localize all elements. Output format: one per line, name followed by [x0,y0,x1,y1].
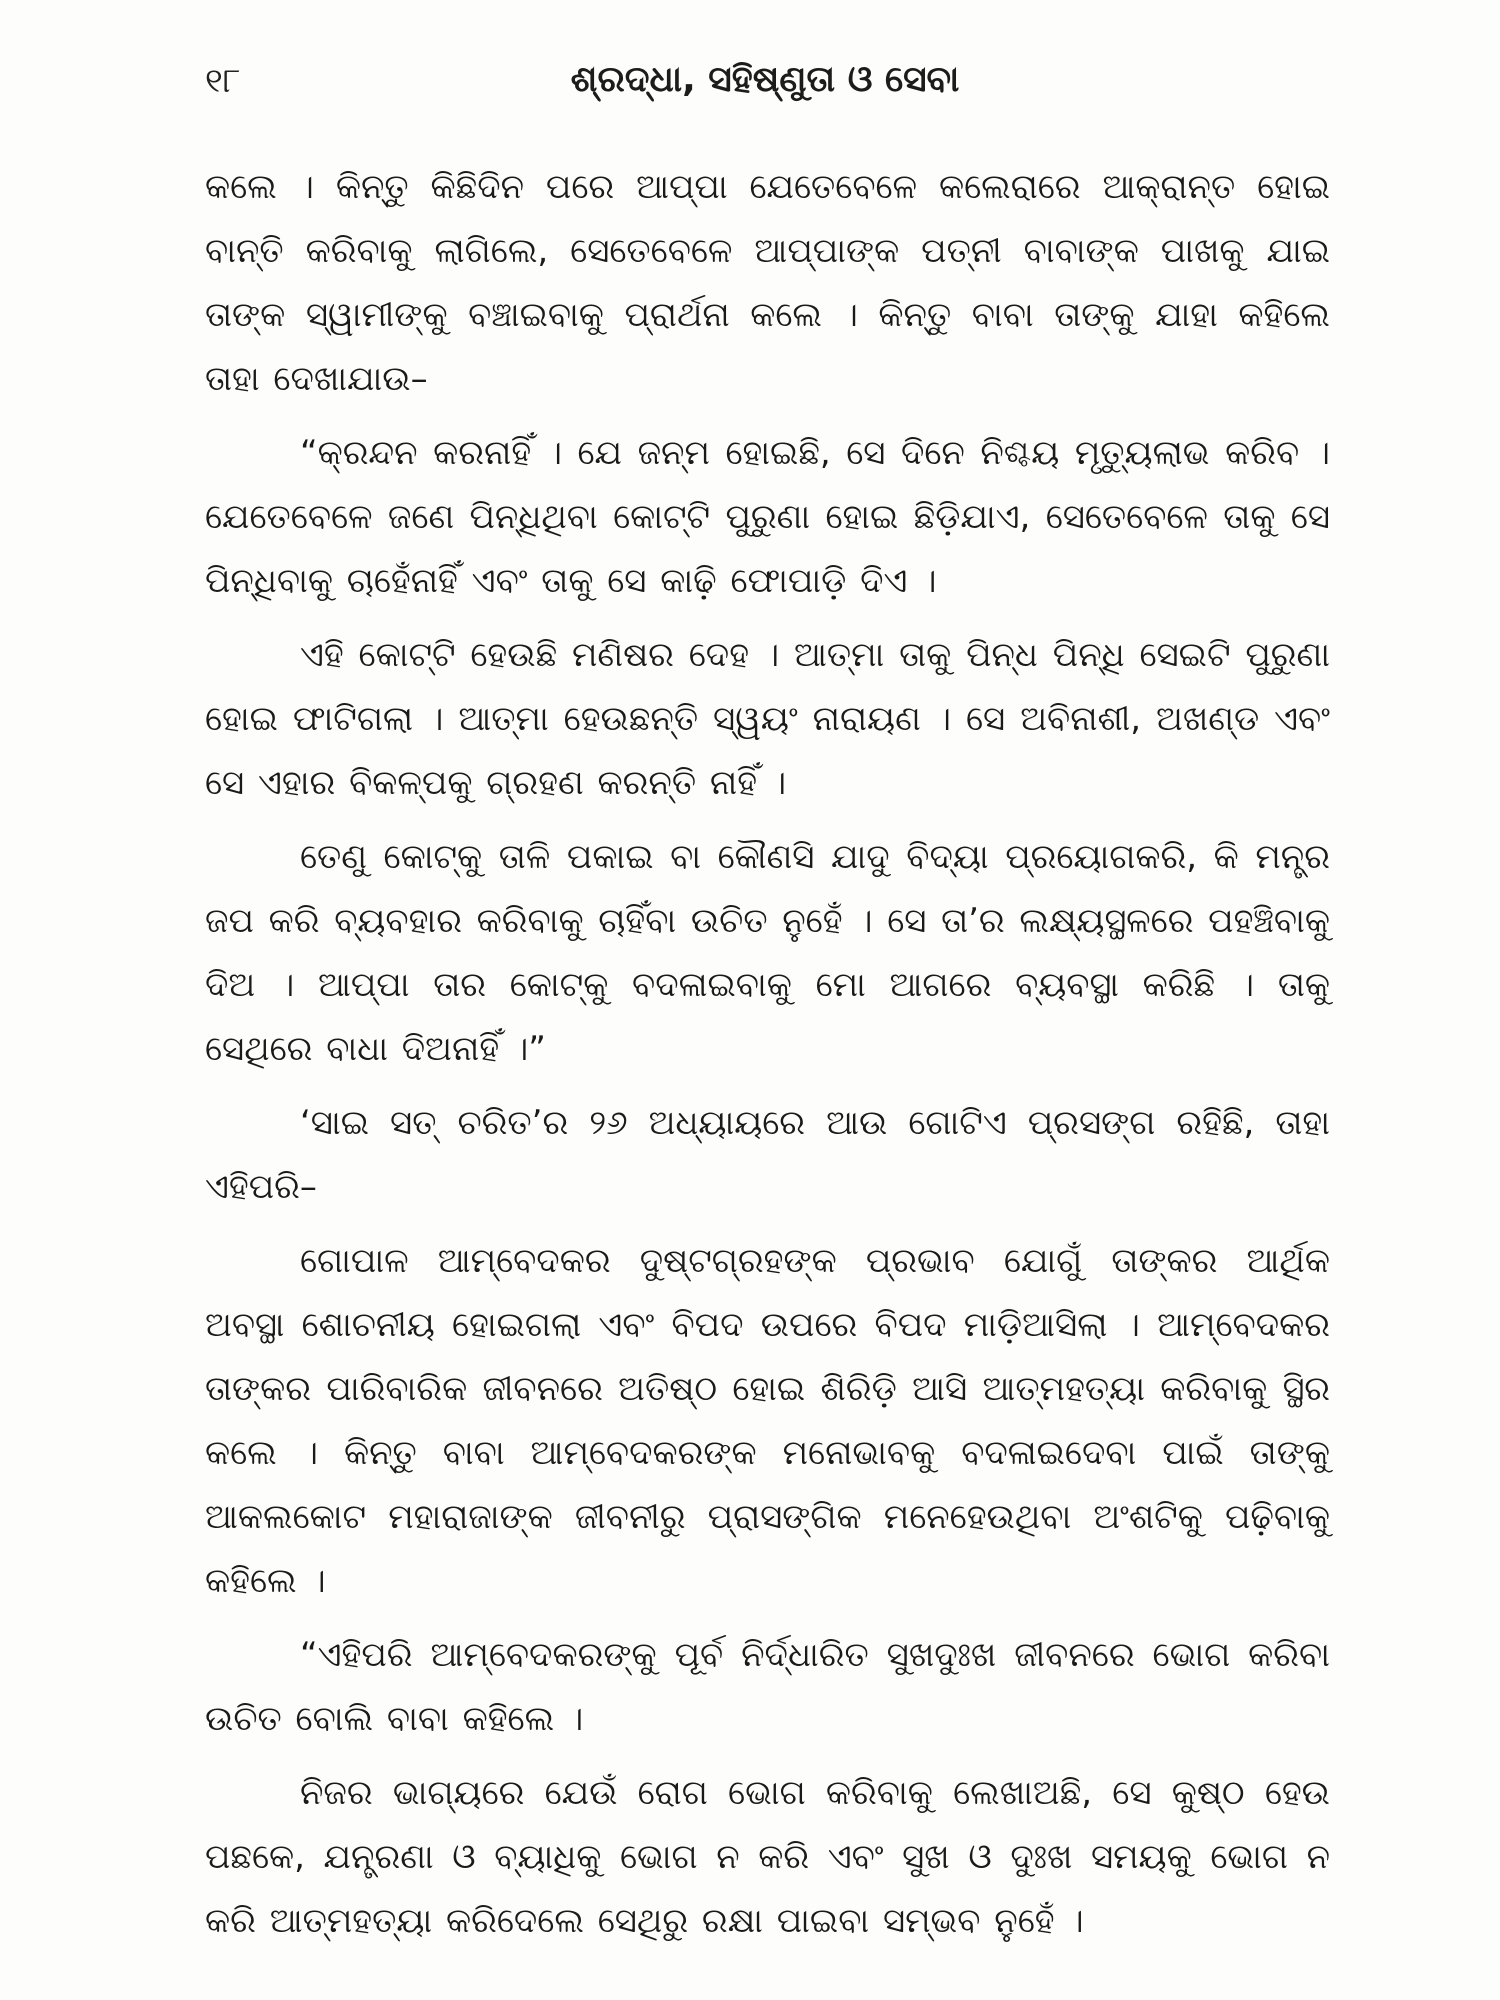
paragraph-2: “କ୍ରନ୍ଦନ କରନାହିଁ । ଯେ ଜନ୍ମ ହୋଇଛି, ସେ ଦିନେ ନିଶ୍ଚୟ ମୃତ୍ୟୁଲାଭ କରିବ । ଯେତେବେଳେ ଜଣେ ପିନ୍ଧିଥିବା କୋଟ୍‌ଟି ପୁରୁଣା ହୋଇ ଛିଡ଼ିଯାଏ, ସେତେବେଳେ ତାକୁ ସେ ପିନ୍ଧିବାକୁ ଚାହେଁନାହିଁ ଏବଂ ତାକୁ ସେ କାଢ଼ି ଫୋପାଡ଼ି ଦିଏ । [205,433,1330,601]
book-title: ଶ୍ରଦ୍ଧା, ସହିଷ୍ଣୁତା ଓ ସେବା [570,59,960,100]
paragraph-1: କଲେ । କିନ୍ତୁ କିଛିଦିନ ପରେ ଆପ୍ପା ଯେତେବେଳେ କଲେରାରେ ଆକ୍ରାନ୍ତ ହୋଇ ବାନ୍ତି କରିବାକୁ ଲାଗିଲେ, ସେତେବେଳେ ଆପ୍ପାଙ୍କ ପତ୍ନୀ ବାବାଙ୍କ ପାଖକୁ ଯାଇ ତାଙ୍କ ସ୍ୱାମୀଙ୍କୁ ବଞ୍ଚାଇବାକୁ ପ୍ରାର୍ଥନା କଲେ । କିନ୍ତୁ ବାବା ତାଙ୍କୁ ଯାହା କହିଲେ ତାହା ଦେଖାଯାଉ– [205,167,1330,399]
paragraph-5: ‘ସାଇ ସତ୍ ଚରିତ’ର ୨୬ ଅଧ୍ୟାୟରେ ଆଉ ଗୋଟିଏ ପ୍ରସଙ୍ଗ ରହିଛି, ତାହା ଏହିପରି– [205,1103,1330,1207]
paragraph-4: ତେଣୁ କୋଟ୍‌କୁ ତାଳି ପକାଇ ବା କୌଣସି ଯାଦୁ ବିଦ୍ୟା ପ୍ରୟୋଗକରି, କି ମନ୍ତ୍ର ଜପ କରି ବ୍ୟବହାର କରିବାକୁ ଚାହିଁବା ଉଚିତ ନୁହେଁ । ସେ ତା’ର ଲକ୍ଷ୍ୟସ୍ଥଳରେ ପହଞ୍ଚିବାକୁ ଦିଅ । ଆପ୍ପା ତାର କୋଟ୍‌କୁ ବଦଳାଇବାକୁ ମୋ ଆଗରେ ବ୍ୟବସ୍ଥା କରିଛି । ତାକୁ ସେଥିରେ ବାଧା ଦିଅନାହିଁ ।” [205,837,1330,1069]
paragraph-8: ନିଜର ଭାଗ୍ୟରେ ଯେଉଁ ରୋଗ ଭୋଗ କରିବାକୁ ଲେଖାଅଛି, ସେ କୁଷ୍ଠ ହେଉ ପଛକେ, ଯନ୍ତ୍ରଣା ଓ ବ୍ୟାଧିକୁ ଭୋଗ ନ କରି ଏବଂ ସୁଖ ଓ ଦୁଃଖ ସମୟକୁ ଭୋଗ ନ କରି ଆତ୍ମହତ୍ୟା କରିଦେଲେ ସେଥିରୁ ରକ୍ଷା ପାଇବା ସମ୍ଭବ ନୁହେଁ । [205,1773,1330,1941]
running-head [205,52,1325,112]
body-text [205,155,1330,1953]
page-number: ୧୮ [205,61,241,101]
paragraph-3: ଏହି କୋଟ୍‌ଟି ହେଉଛି ମଣିଷର ଦେହ । ଆତ୍ମା ତାକୁ ପିନ୍ଧ ପିନ୍ଧି ସେଇଟି ପୁରୁଣା ହୋଇ ଫାଟିଗଲା । ଆତ୍ମା ହେଉଛନ୍ତି ସ୍ୱୟଂ ନାରାୟଣ । ସେ ଅବିନାଶୀ, ଅଖଣ୍ଡ ଏବଂ ସେ ଏହାର ବିକଳ୍ପକୁ ଗ୍ରହଣ କରନ୍ତି ନାହିଁ । [205,635,1330,803]
paragraph-6: ଗୋପାଳ ଆମ୍ବେଦକର ଦୁଷ୍ଟଗ୍ରହଙ୍କ ପ୍ରଭାବ ଯୋଗୁଁ ତାଙ୍କର ଆର୍ଥିକ ଅବସ୍ଥା ଶୋଚନୀୟ ହୋଇଗଲା ଏବଂ ବିପଦ ଉପରେ ବିପଦ ମାଡ଼ିଆସିଲା । ଆମ୍ବେଦକର ତାଙ୍କର ପାରିବାରିକ ଜୀବନରେ ଅତିଷ୍ଠ ହୋଇ ଶିରିଡ଼ି ଆସି ଆତ୍ମହତ୍ୟା କରିବାକୁ ସ୍ଥିର କଲେ । କିନ୍ତୁ ବାବା ଆମ୍ବେଦକରଙ୍କ ମନୋଭାବକୁ ବଦଳାଇଦେବା ପାଇଁ ତାଙ୍କୁ ଆକଲକୋଟ ମହାରାଜାଙ୍କ ଜୀବନୀରୁ ପ୍ରାସଙ୍ଗିକ ମନେହେଉଥିବା ଅଂଶଟିକୁ ପଢ଼ିବାକୁ କହିଲେ । [205,1241,1330,1601]
paragraph-7: “ଏହିପରି ଆମ୍ବେଦକରଙ୍କୁ ପୂର୍ବ ନିର୍ଦ୍ଧାରିତ ସୁଖଦୁଃଖ ଜୀବନରେ ଭୋଗ କରିବା ଉଚିତ ବୋଲି ବାବା କହିଲେ । [205,1635,1330,1739]
